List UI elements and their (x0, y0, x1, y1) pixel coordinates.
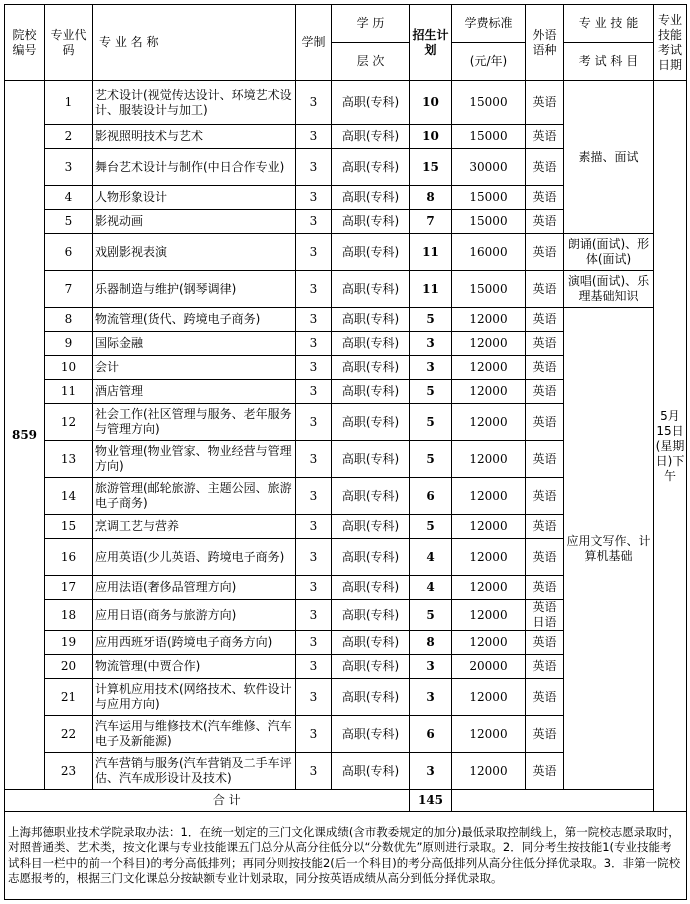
document (4, 4, 687, 900)
major-name-cell: 汽车营销与服务(汽车营销及二手车评估、汽车成形设计及技术) (93, 753, 296, 790)
education-level-cell: 高职(专科) (332, 600, 410, 631)
fee-cell: 12000 (452, 539, 526, 576)
header-major-code: 专业代码 (45, 5, 93, 81)
education-level-cell: 高职(专科) (332, 679, 410, 716)
quota-cell: 8 (410, 631, 452, 655)
education-level-cell: 高职(专科) (332, 441, 410, 478)
major-name-cell: 物业管理(物业管家、物业经营与管理方向) (93, 441, 296, 478)
quota-cell: 7 (410, 210, 452, 234)
header-skill-top: 专 业 技 能 (564, 5, 654, 43)
major-name-cell: 应用英语(少儿英语、跨境电子商务) (93, 539, 296, 576)
major-name-cell: 计算机应用技术(网络技术、软件设计与应用方向) (93, 679, 296, 716)
major-code-cell: 13 (45, 441, 93, 478)
quota-cell: 5 (410, 404, 452, 441)
major-code-cell: 21 (45, 679, 93, 716)
major-name-cell: 旅游管理(邮轮旅游、主题公园、旅游电子商务) (93, 478, 296, 515)
education-level-cell: 高职(专科) (332, 515, 410, 539)
quota-cell: 3 (410, 753, 452, 790)
fee-cell: 12000 (452, 380, 526, 404)
fee-cell: 12000 (452, 631, 526, 655)
major-code-cell: 12 (45, 404, 93, 441)
fee-cell: 15000 (452, 210, 526, 234)
header-exam-date: 专业技能考试日期 (654, 5, 687, 81)
header-skill-bottom: 考 试 科 目 (564, 43, 654, 81)
major-code-cell: 19 (45, 631, 93, 655)
language-cell: 英语 (526, 332, 564, 356)
language-cell: 英语 (526, 441, 564, 478)
duration-cell: 3 (296, 380, 332, 404)
major-name-cell: 应用日语(商务与旅游方向) (93, 600, 296, 631)
education-level-cell: 高职(专科) (332, 234, 410, 271)
quota-cell: 11 (410, 271, 452, 308)
duration-cell: 3 (296, 186, 332, 210)
education-level-cell: 高职(专科) (332, 81, 410, 125)
education-level-cell: 高职(专科) (332, 125, 410, 149)
quota-cell: 8 (410, 186, 452, 210)
education-level-cell: 高职(专科) (332, 478, 410, 515)
quota-cell: 4 (410, 539, 452, 576)
admission-rules-note: 上海邦德职业技术学院录取办法：1．在统一划定的三门文化课成绩(含市教委规定的加分)最低录取控制线上，第一院校志愿录取时，对照普通类、艺术类，按文化课与专业技能课五门总分从高分往低分以“分数优先”原则进行录取。2．同分考生按技能1(专业技能考试科目一栏中的前一个科目)的考分高低排列；再同分则按技能2(后一个科目)的考分高低排列从高分往低分择优录取。3．非第一院校志愿报考的，根据三门文化课总分按缺额专业计划录取，同分按英语成绩从高分到低分择优录取。 (5, 812, 687, 900)
language-cell: 英语 (526, 356, 564, 380)
major-code-cell: 17 (45, 576, 93, 600)
fee-cell: 20000 (452, 655, 526, 679)
table-row (5, 308, 687, 332)
duration-cell: 3 (296, 655, 332, 679)
header-education-bottom: 层 次 (332, 43, 410, 81)
language-cell: 英语 (526, 515, 564, 539)
education-level-cell: 高职(专科) (332, 380, 410, 404)
fee-cell: 12000 (452, 308, 526, 332)
duration-cell: 3 (296, 576, 332, 600)
quota-cell: 5 (410, 600, 452, 631)
fee-cell: 12000 (452, 600, 526, 631)
header-duration: 学制 (296, 5, 332, 81)
major-name-cell: 汽车运用与维修技术(汽车维修、汽车电子及新能源) (93, 716, 296, 753)
language-cell: 英语 (526, 576, 564, 600)
major-name-cell: 影视照明技术与艺术 (93, 125, 296, 149)
quota-cell: 5 (410, 515, 452, 539)
major-code-cell: 3 (45, 149, 93, 186)
admission-table (4, 4, 687, 900)
major-name-cell: 应用西班牙语(跨境电子商务方向) (93, 631, 296, 655)
major-name-cell: 艺术设计(视觉传达设计、环境艺术设计、服装设计与加工) (93, 81, 296, 125)
major-code-cell: 15 (45, 515, 93, 539)
major-name-cell: 舞台艺术设计与制作(中日合作专业) (93, 149, 296, 186)
major-code-cell: 2 (45, 125, 93, 149)
language-cell: 英语 (526, 716, 564, 753)
fee-cell: 12000 (452, 478, 526, 515)
language-cell: 英语日语 (526, 600, 564, 631)
duration-cell: 3 (296, 753, 332, 790)
duration-cell: 3 (296, 631, 332, 655)
education-level-cell: 高职(专科) (332, 576, 410, 600)
duration-cell: 3 (296, 81, 332, 125)
major-name-cell: 烹调工艺与营养 (93, 515, 296, 539)
major-name-cell: 物流管理(中贾合作) (93, 655, 296, 679)
major-code-cell: 18 (45, 600, 93, 631)
duration-cell: 3 (296, 308, 332, 332)
major-code-cell: 5 (45, 210, 93, 234)
header-major-name: 专 业 名 称 (93, 5, 296, 81)
quota-cell: 10 (410, 125, 452, 149)
fee-cell: 15000 (452, 186, 526, 210)
education-level-cell: 高职(专科) (332, 149, 410, 186)
table-row (5, 234, 687, 271)
language-cell: 英语 (526, 149, 564, 186)
fee-cell: 15000 (452, 271, 526, 308)
table-row (5, 271, 687, 308)
language-cell: 英语 (526, 186, 564, 210)
education-level-cell: 高职(专科) (332, 631, 410, 655)
major-name-cell: 影视动画 (93, 210, 296, 234)
major-code-cell: 6 (45, 234, 93, 271)
fee-cell: 12000 (452, 753, 526, 790)
table-row (5, 81, 687, 125)
duration-cell: 3 (296, 356, 332, 380)
major-code-cell: 9 (45, 332, 93, 356)
fee-cell: 15000 (452, 125, 526, 149)
language-cell: 英语 (526, 125, 564, 149)
duration-cell: 3 (296, 515, 332, 539)
major-name-cell: 酒店管理 (93, 380, 296, 404)
fee-cell: 12000 (452, 716, 526, 753)
fee-cell: 12000 (452, 356, 526, 380)
major-code-cell: 14 (45, 478, 93, 515)
duration-cell: 3 (296, 125, 332, 149)
major-name-cell: 乐器制造与维护(钢琴调律) (93, 271, 296, 308)
major-code-cell: 8 (45, 308, 93, 332)
fee-cell: 30000 (452, 149, 526, 186)
duration-cell: 3 (296, 679, 332, 716)
quota-cell: 6 (410, 478, 452, 515)
fee-cell: 12000 (452, 441, 526, 478)
language-cell: 英语 (526, 380, 564, 404)
language-cell: 英语 (526, 308, 564, 332)
total-blank-cell (5, 790, 45, 812)
education-level-cell: 高职(专科) (332, 655, 410, 679)
total-empty-cell (452, 790, 654, 812)
education-level-cell: 高职(专科) (332, 404, 410, 441)
language-cell: 英语 (526, 539, 564, 576)
language-cell: 英语 (526, 655, 564, 679)
education-level-cell: 高职(专科) (332, 356, 410, 380)
duration-cell: 3 (296, 600, 332, 631)
major-code-cell: 10 (45, 356, 93, 380)
major-code-cell: 4 (45, 186, 93, 210)
fee-cell: 12000 (452, 332, 526, 356)
duration-cell: 3 (296, 716, 332, 753)
exam-date-cell: 5月15日(星期日)下午 (654, 81, 687, 812)
duration-cell: 3 (296, 404, 332, 441)
total-label: 合 计 (45, 790, 410, 812)
skill-art-cell: 素描、面试 (564, 81, 654, 234)
duration-cell: 3 (296, 478, 332, 515)
major-name-cell: 社会工作(社区管理与服务、老年服务与管理方向) (93, 404, 296, 441)
total-row (5, 790, 687, 812)
language-cell: 英语 (526, 271, 564, 308)
education-level-cell: 高职(专科) (332, 332, 410, 356)
language-cell: 英语 (526, 404, 564, 441)
major-name-cell: 国际金融 (93, 332, 296, 356)
major-name-cell: 戏剧影视表演 (93, 234, 296, 271)
quota-cell: 10 (410, 81, 452, 125)
language-cell: 英语 (526, 753, 564, 790)
language-cell: 英语 (526, 478, 564, 515)
quota-cell: 4 (410, 576, 452, 600)
education-level-cell: 高职(专科) (332, 186, 410, 210)
note-row (5, 812, 687, 900)
quota-cell: 3 (410, 356, 452, 380)
skill-drama-cell: 朗诵(面试)、形体(面试) (564, 234, 654, 271)
duration-cell: 3 (296, 332, 332, 356)
education-level-cell: 高职(专科) (332, 753, 410, 790)
duration-cell: 3 (296, 441, 332, 478)
duration-cell: 3 (296, 234, 332, 271)
language-cell: 英语 (526, 234, 564, 271)
duration-cell: 3 (296, 149, 332, 186)
major-name-cell: 应用法语(奢侈品管理方向) (93, 576, 296, 600)
fee-cell: 12000 (452, 679, 526, 716)
duration-cell: 3 (296, 210, 332, 234)
major-name-cell: 人物形象设计 (93, 186, 296, 210)
major-code-cell: 7 (45, 271, 93, 308)
quota-cell: 3 (410, 332, 452, 356)
duration-cell: 3 (296, 271, 332, 308)
quota-cell: 3 (410, 655, 452, 679)
major-code-cell: 11 (45, 380, 93, 404)
language-cell: 英语 (526, 631, 564, 655)
major-name-cell: 会计 (93, 356, 296, 380)
quota-cell: 6 (410, 716, 452, 753)
quota-cell: 5 (410, 308, 452, 332)
header-education-top: 学 历 (332, 5, 410, 43)
quota-cell: 11 (410, 234, 452, 271)
skill-music-cell: 演唱(面试)、乐理基础知识 (564, 271, 654, 308)
fee-cell: 15000 (452, 81, 526, 125)
major-code-cell: 16 (45, 539, 93, 576)
education-level-cell: 高职(专科) (332, 210, 410, 234)
education-level-cell: 高职(专科) (332, 716, 410, 753)
total-value: 145 (410, 790, 452, 812)
quota-cell: 5 (410, 380, 452, 404)
major-name-cell: 物流管理(货代、跨境电子商务) (93, 308, 296, 332)
header-fee-top: 学费标准 (452, 5, 526, 43)
language-cell: 英语 (526, 81, 564, 125)
header-quota: 招生计划 (410, 5, 452, 81)
major-code-cell: 22 (45, 716, 93, 753)
education-level-cell: 高职(专科) (332, 271, 410, 308)
quota-cell: 3 (410, 679, 452, 716)
quota-cell: 15 (410, 149, 452, 186)
fee-cell: 12000 (452, 576, 526, 600)
header-fee-bottom: (元/年) (452, 43, 526, 81)
duration-cell: 3 (296, 539, 332, 576)
major-code-cell: 1 (45, 81, 93, 125)
fee-cell: 12000 (452, 404, 526, 441)
school-code-cell: 859 (5, 81, 45, 790)
education-level-cell: 高职(专科) (332, 308, 410, 332)
language-cell: 英语 (526, 210, 564, 234)
major-code-cell: 23 (45, 753, 93, 790)
language-cell: 英语 (526, 679, 564, 716)
header-school-code: 院校编号 (5, 5, 45, 81)
quota-cell: 5 (410, 441, 452, 478)
fee-cell: 12000 (452, 515, 526, 539)
education-level-cell: 高职(专科) (332, 539, 410, 576)
skill-general-cell: 应用文写作、计算机基础 (564, 308, 654, 790)
header-language: 外语语种 (526, 5, 564, 81)
major-code-cell: 20 (45, 655, 93, 679)
fee-cell: 16000 (452, 234, 526, 271)
